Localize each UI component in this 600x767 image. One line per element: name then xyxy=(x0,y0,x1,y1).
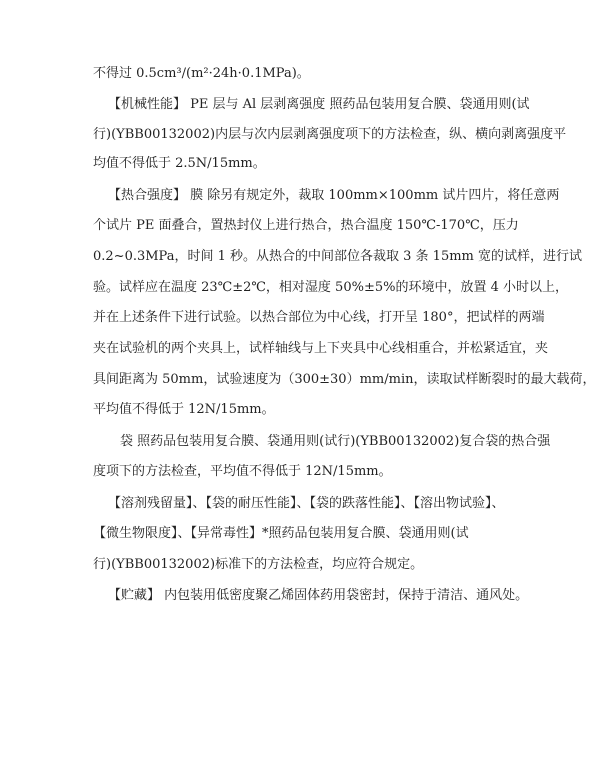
text-line: 并在上述条件下进行试验。以热合部位为中心线，打开呈 180°，把试样的两端 xyxy=(93,310,545,325)
text-line: 袋 照药品包装用复合膜、袋通用则(试行)(YBB00132002)复合袋的热合强 xyxy=(120,434,551,449)
text-line: 不得过 0.5cm³/(m²·24h·0.1MPa)。 xyxy=(93,66,310,81)
text-line: 【贮藏】 内包装用低密度聚乙烯固体药用袋密封，保持于清洁、通风处。 xyxy=(108,588,529,603)
text-line: 行)(YBB00132002)内层与次内层剥离强度项下的方法检查，纵、横向剥离强度平 xyxy=(93,127,567,142)
text-line: 夹在试验机的两个夹具上，试样轴线与上下夹具中心线相重合，并松紧适宜，夹 xyxy=(93,341,549,356)
text-line: 0.2~0.3MPa，时间 1 秒。从热合的中间部位各裁取 3 条 15mm 宽的试样，进行试 xyxy=(93,249,582,264)
text-line: 【热合强度】 膜 除另有规定外，裁取 100mm×100mm 试片四片，将任意两 xyxy=(108,188,560,203)
text-line: 平均值不得低于 12N/15mm。 xyxy=(93,402,275,417)
text-line: 【溶剂残留量】、【袋的耐压性能】、【袋的跌落性能】、【溶出物试验】、 xyxy=(108,496,505,511)
text-line: 【微生物限度】、【异常毒性】*照药品包装用复合膜、袋通用则(试 xyxy=(93,526,469,541)
text-line: 行)(YBB00132002)标准下的方法检查，均应符合规定。 xyxy=(93,557,424,572)
text-line: 具间距离为 50mm，试验速度为（300±30）mm/min，读取试样断裂时的最大载荷， xyxy=(93,372,596,387)
text-line: 均值不得低于 2.5N/15mm。 xyxy=(93,156,266,171)
text-line: 个试片 PE 面叠合，置热封仪上进行热合，热合温度 150℃-170℃，压力 xyxy=(93,218,519,233)
text-line: 【机械性能】 PE 层与 Al 层剥离强度 照药品包装用复合膜、袋通用则(试 xyxy=(108,97,530,112)
text-line: 验。试样应在温度 23℃±2℃，相对湿度 50%±5%的环境中，放置 4 小时以上， xyxy=(93,280,569,295)
text-line: 度项下的方法检查，平均值不得低于 12N/15mm。 xyxy=(93,464,392,479)
